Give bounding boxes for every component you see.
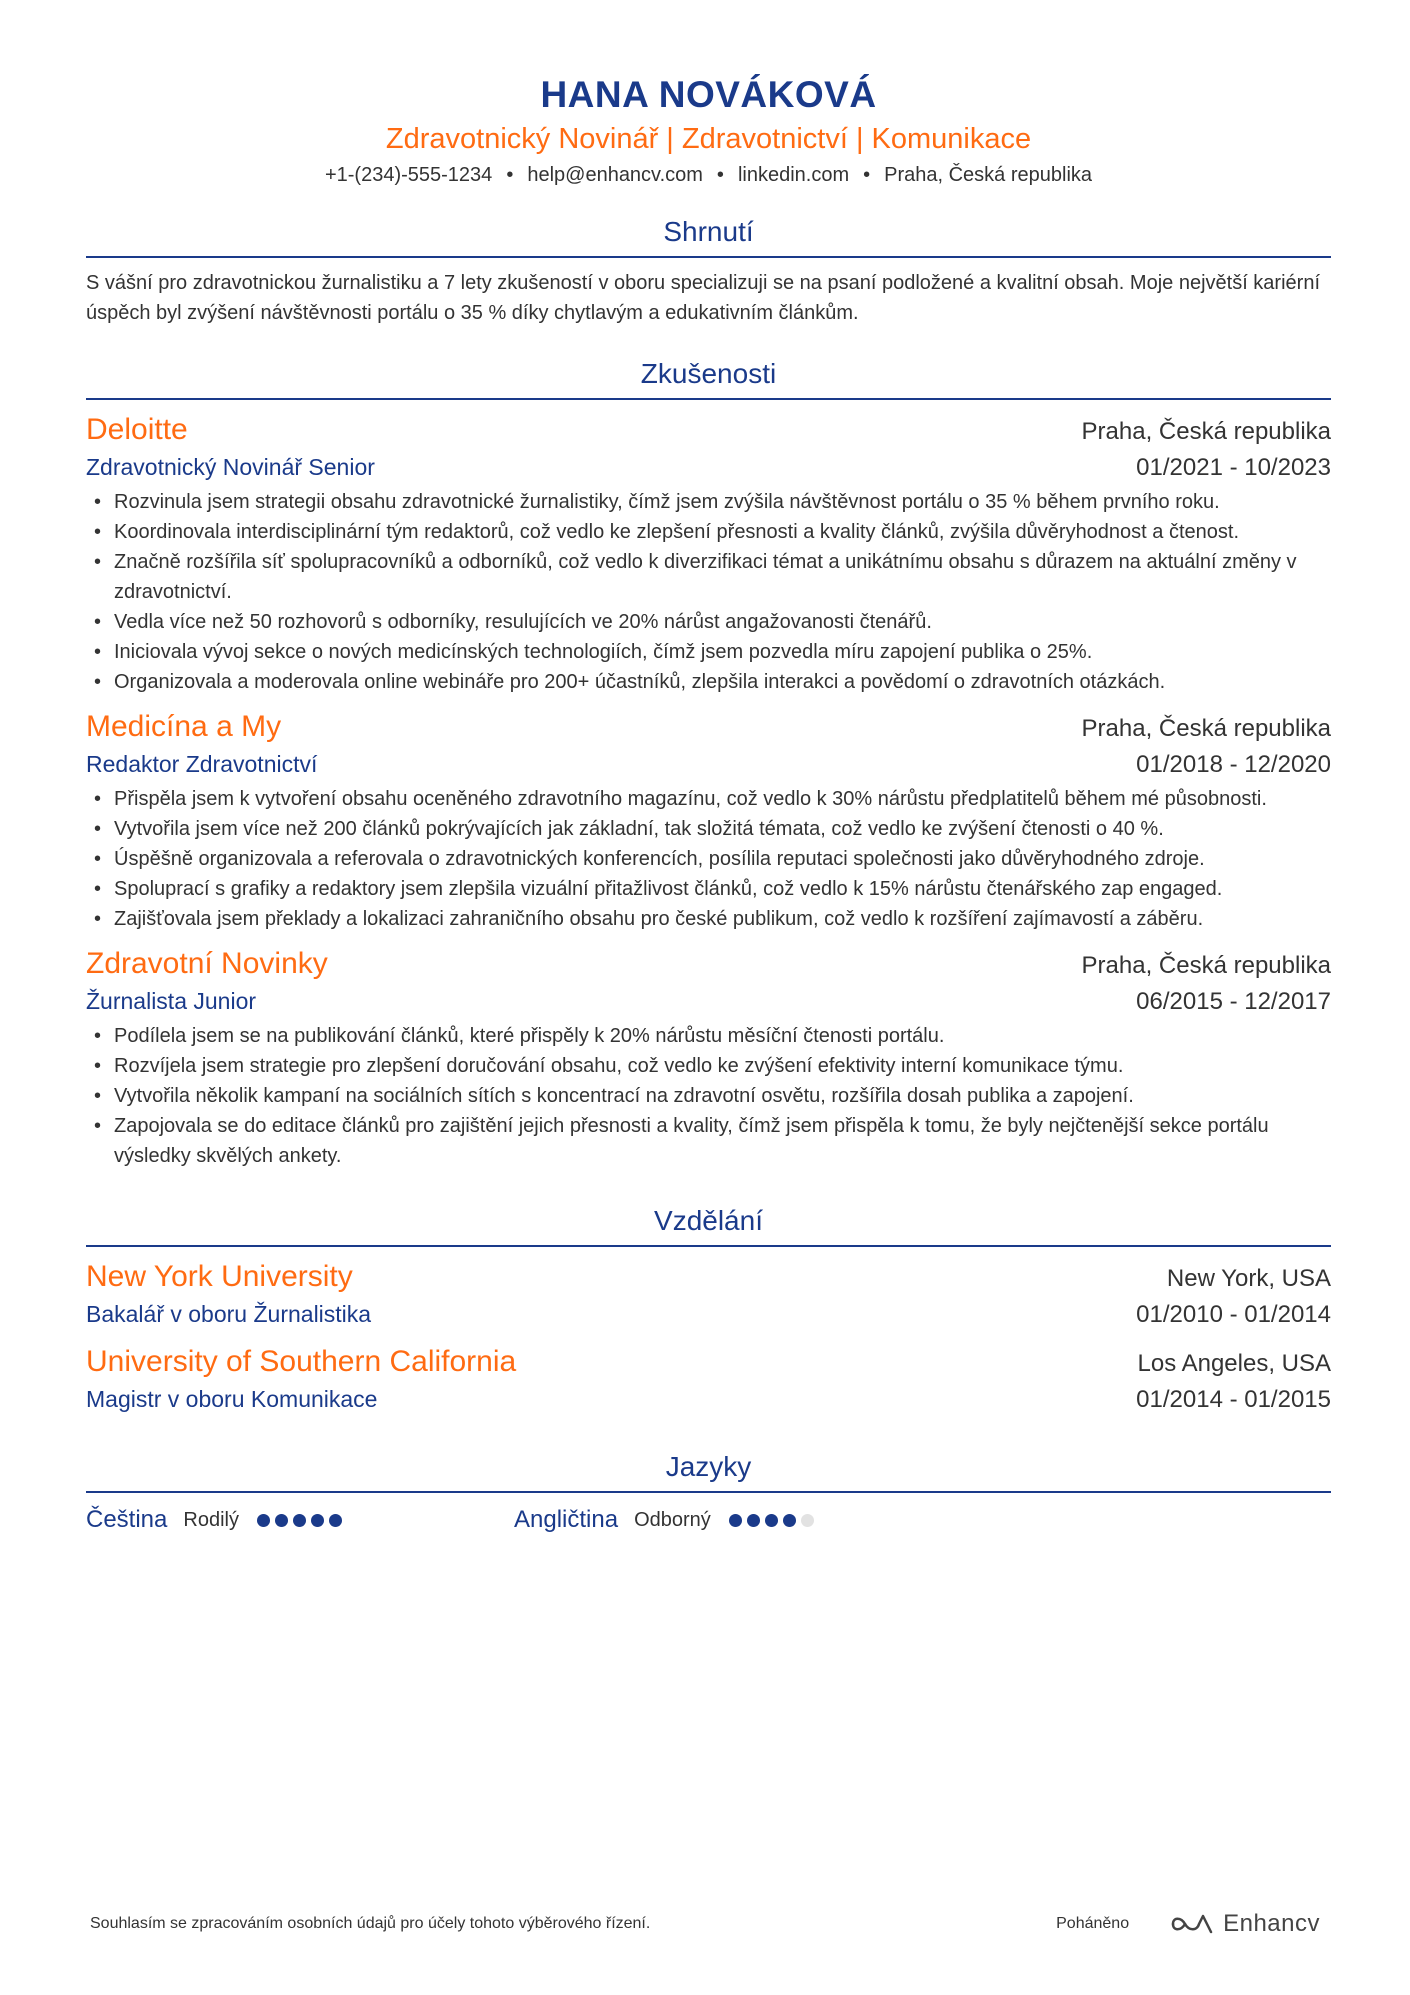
job-dates: 06/2015 - 12/2017 <box>1136 988 1331 1015</box>
proficiency-dot-filled <box>765 1514 778 1527</box>
school-location: New York, USA <box>1166 1265 1331 1292</box>
candidate-title: Zdravotnický Novinář | Zdravotnictví | Komunikace <box>385 123 1032 155</box>
school-name: University of Southern California <box>86 1345 517 1378</box>
study-dates: 01/2010 - 01/2014 <box>1136 1301 1331 1328</box>
proficiency-dot-empty <box>801 1514 814 1527</box>
achievement-item: • Rozvinula jsem strategii obsahu zdravotnické žurnalistiky, čímž jsem zvýšila návštěvnost portálu o 35 % během prvního roku. <box>86 487 1331 517</box>
address: Praha, Česká republika <box>884 164 1093 186</box>
candidate-name: HANA NOVÁKOVÁ <box>540 74 877 115</box>
language-name: Čeština <box>86 1506 168 1533</box>
achievement-item: • Vedla více než 50 rozhovorů s odborníky, resulujících ve 20% nárůst angažovanosti čtenářů. <box>86 607 1331 637</box>
section-title-languages: Jazyky <box>86 1447 1331 1493</box>
entry-header-row <box>86 707 1331 747</box>
achievement-item: • Rozvíjela jsem strategie pro zlepšení doručování obsahu, což vedlo ke zvýšení efektivity interní komunikace týmu. <box>86 1051 1331 1081</box>
achievement-item: • Zajišťovala jsem překlady a lokalizaci zahraničního obsahu pro české publikum, což vedlo k rozšíření zajímavostí a záběru. <box>86 904 1331 934</box>
section-title-education: Vzdělání <box>86 1201 1331 1247</box>
school-location: Los Angeles, USA <box>1137 1350 1331 1377</box>
proficiency-dots <box>257 1514 347 1527</box>
email[interactable]: help@enhancv.com <box>527 164 703 186</box>
resume-header <box>86 72 1331 190</box>
summary-text: S vášní pro zdravotnickou žurnalistiku a 7 lety zkušeností v oboru specializuji se na psaní podložené a kvalitní obsah. Moje největší kariérní úspěch byl zvýšení návštěvnosti portálu o 35 % díky chytlavým a edukativním článkům. <box>86 272 1320 324</box>
summary-section <box>86 212 1331 328</box>
proficiency-dot-filled <box>275 1514 288 1527</box>
job-location: Praha, Česká republika <box>1081 418 1331 445</box>
experience-section <box>86 354 1331 1171</box>
entry-header-row <box>86 410 1331 450</box>
achievement-item: • Organizovala a moderovala online webináře pro 200+ účastníků, zlepšila interakci a povědomí o zdravotních otázkách. <box>86 667 1331 697</box>
company-name: Medicína a My <box>86 710 282 743</box>
achievement-item: • Zapojovala se do editace článků pro zajištění jejich přesnosti a kvality, čímž jsem přispěla k tomu, že byly nejčtenější sekce portálu výsledky skvělých ankety. <box>86 1111 1331 1171</box>
achievement-item: • Podílela jsem se na publikování článků, které přispěly k 20% nárůstu měsíční čtenosti portálu. <box>86 1021 1331 1051</box>
entry-header-row <box>86 944 1331 984</box>
separator-dot: • <box>506 164 514 186</box>
achievement-item: • Spoluprací s grafiky a redaktory jsem zlepšila vizuální přitažlivost článků, což vedlo k 15% nárůstu čtenářského zap engaged. <box>86 874 1331 904</box>
language-name: Angličtina <box>514 1506 619 1533</box>
language-item <box>86 1503 514 1537</box>
entry-subheader-row <box>86 450 1331 485</box>
language-level: Odborný <box>634 1508 711 1531</box>
achievement-list <box>86 784 1331 934</box>
education-list <box>86 1257 1331 1417</box>
degree-name: Bakalář v oboru Žurnalistika <box>86 1301 372 1327</box>
experience-entry <box>86 707 1331 934</box>
proficiency-dot-filled <box>747 1514 760 1527</box>
education-entry <box>86 1342 1331 1417</box>
proficiency-dot-filled <box>311 1514 324 1527</box>
proficiency-dot-filled <box>783 1514 796 1527</box>
achievement-item: • Značně rozšířila síť spolupracovníků a odborníků, což vedlo k diverzifikaci témat a unikátnímu obsahu s důrazem na aktuální změny v zdravotnictví. <box>86 547 1331 607</box>
brand-logo[interactable] <box>1169 1910 1320 1938</box>
achievement-item: • Vytvořila jsem více než 200 článků pokrývajících jak základní, tak složitá témata, což vedlo ke zvýšení čtenosti o 40 %. <box>86 814 1331 844</box>
company-name: Deloitte <box>86 413 188 446</box>
languages-section <box>86 1447 1331 1537</box>
job-title: Redaktor Zdravotnictví <box>86 751 318 777</box>
education-section <box>86 1201 1331 1417</box>
achievement-list <box>86 1021 1331 1171</box>
language-item <box>514 1503 942 1537</box>
language-level: Rodilý <box>183 1508 239 1531</box>
brand-name: Enhancv <box>1223 1910 1320 1937</box>
study-dates: 01/2014 - 01/2015 <box>1136 1386 1331 1413</box>
section-title-summary: Shrnutí <box>86 212 1331 258</box>
achievement-item: • Iniciovala vývoj sekce o nových medicínských technologiích, čímž jsem pozvedla míru zapojení publika o 25%. <box>86 637 1331 667</box>
entry-subheader-row <box>86 1382 1331 1417</box>
contact-line <box>86 160 1331 190</box>
consent-text: Souhlasím se zpracováním osobních údajů pro účely tohoto výběrového řízení. <box>90 1915 651 1932</box>
company-name: Zdravotní Novinky <box>86 947 328 980</box>
achievement-list <box>86 487 1331 697</box>
proficiency-dots <box>729 1514 819 1527</box>
achievement-item: • Přispěla jsem k vytvoření obsahu oceněného zdravotního magazínu, což vedlo k 30% nárůstu předplatitelů během mé působnosti. <box>86 784 1331 814</box>
achievement-item: • Koordinovala interdisciplinární tým redaktorů, což vedlo ke zlepšení přesnosti a kvality článků, zvýšila důvěryhodnost a čtenost. <box>86 517 1331 547</box>
enhancv-logo-icon <box>1169 1912 1215 1936</box>
proficiency-dot-filled <box>729 1514 742 1527</box>
job-location: Praha, Česká republika <box>1081 952 1331 979</box>
entry-header-row <box>86 1257 1331 1297</box>
education-entry <box>86 1257 1331 1332</box>
school-name: New York University <box>86 1260 353 1293</box>
entry-subheader-row <box>86 1297 1331 1332</box>
job-title: Žurnalista Junior <box>86 988 257 1014</box>
proficiency-dot-filled <box>329 1514 342 1527</box>
proficiency-dot-filled <box>257 1514 270 1527</box>
entry-subheader-row <box>86 747 1331 782</box>
phone: +1-(234)-555-1234 <box>324 164 493 186</box>
proficiency-dot-filled <box>293 1514 306 1527</box>
section-title-experience: Zkušenosti <box>86 354 1331 400</box>
job-location: Praha, Česká republika <box>1081 715 1331 742</box>
separator-dot: • <box>863 164 871 186</box>
entry-subheader-row <box>86 984 1331 1019</box>
achievement-item: • Úspěšně organizovala a referovala o zdravotnických konferencích, posílila reputaci společnosti jako důvěryhodného zdroje. <box>86 844 1331 874</box>
experience-list <box>86 410 1331 1171</box>
job-title: Zdravotnický Novinář Senior <box>86 454 375 480</box>
separator-dot: • <box>716 164 724 186</box>
powered-by-label: Poháněno <box>1056 1915 1130 1932</box>
entry-header-row <box>86 1342 1331 1382</box>
experience-entry <box>86 410 1331 697</box>
job-dates: 01/2021 - 10/2023 <box>1136 454 1331 481</box>
resume-page <box>86 72 1331 1537</box>
footer <box>90 1910 1320 1938</box>
language-list <box>86 1503 1331 1537</box>
achievement-item: • Vytvořila několik kampaní na sociálních sítích s koncentrací na zdravotní osvětu, rozšířila dosah publika a zapojení. <box>86 1081 1331 1111</box>
degree-name: Magistr v oboru Komunikace <box>86 1386 378 1412</box>
linkedin[interactable]: linkedin.com <box>737 164 850 186</box>
experience-entry <box>86 944 1331 1171</box>
job-dates: 01/2018 - 12/2020 <box>1136 751 1331 778</box>
